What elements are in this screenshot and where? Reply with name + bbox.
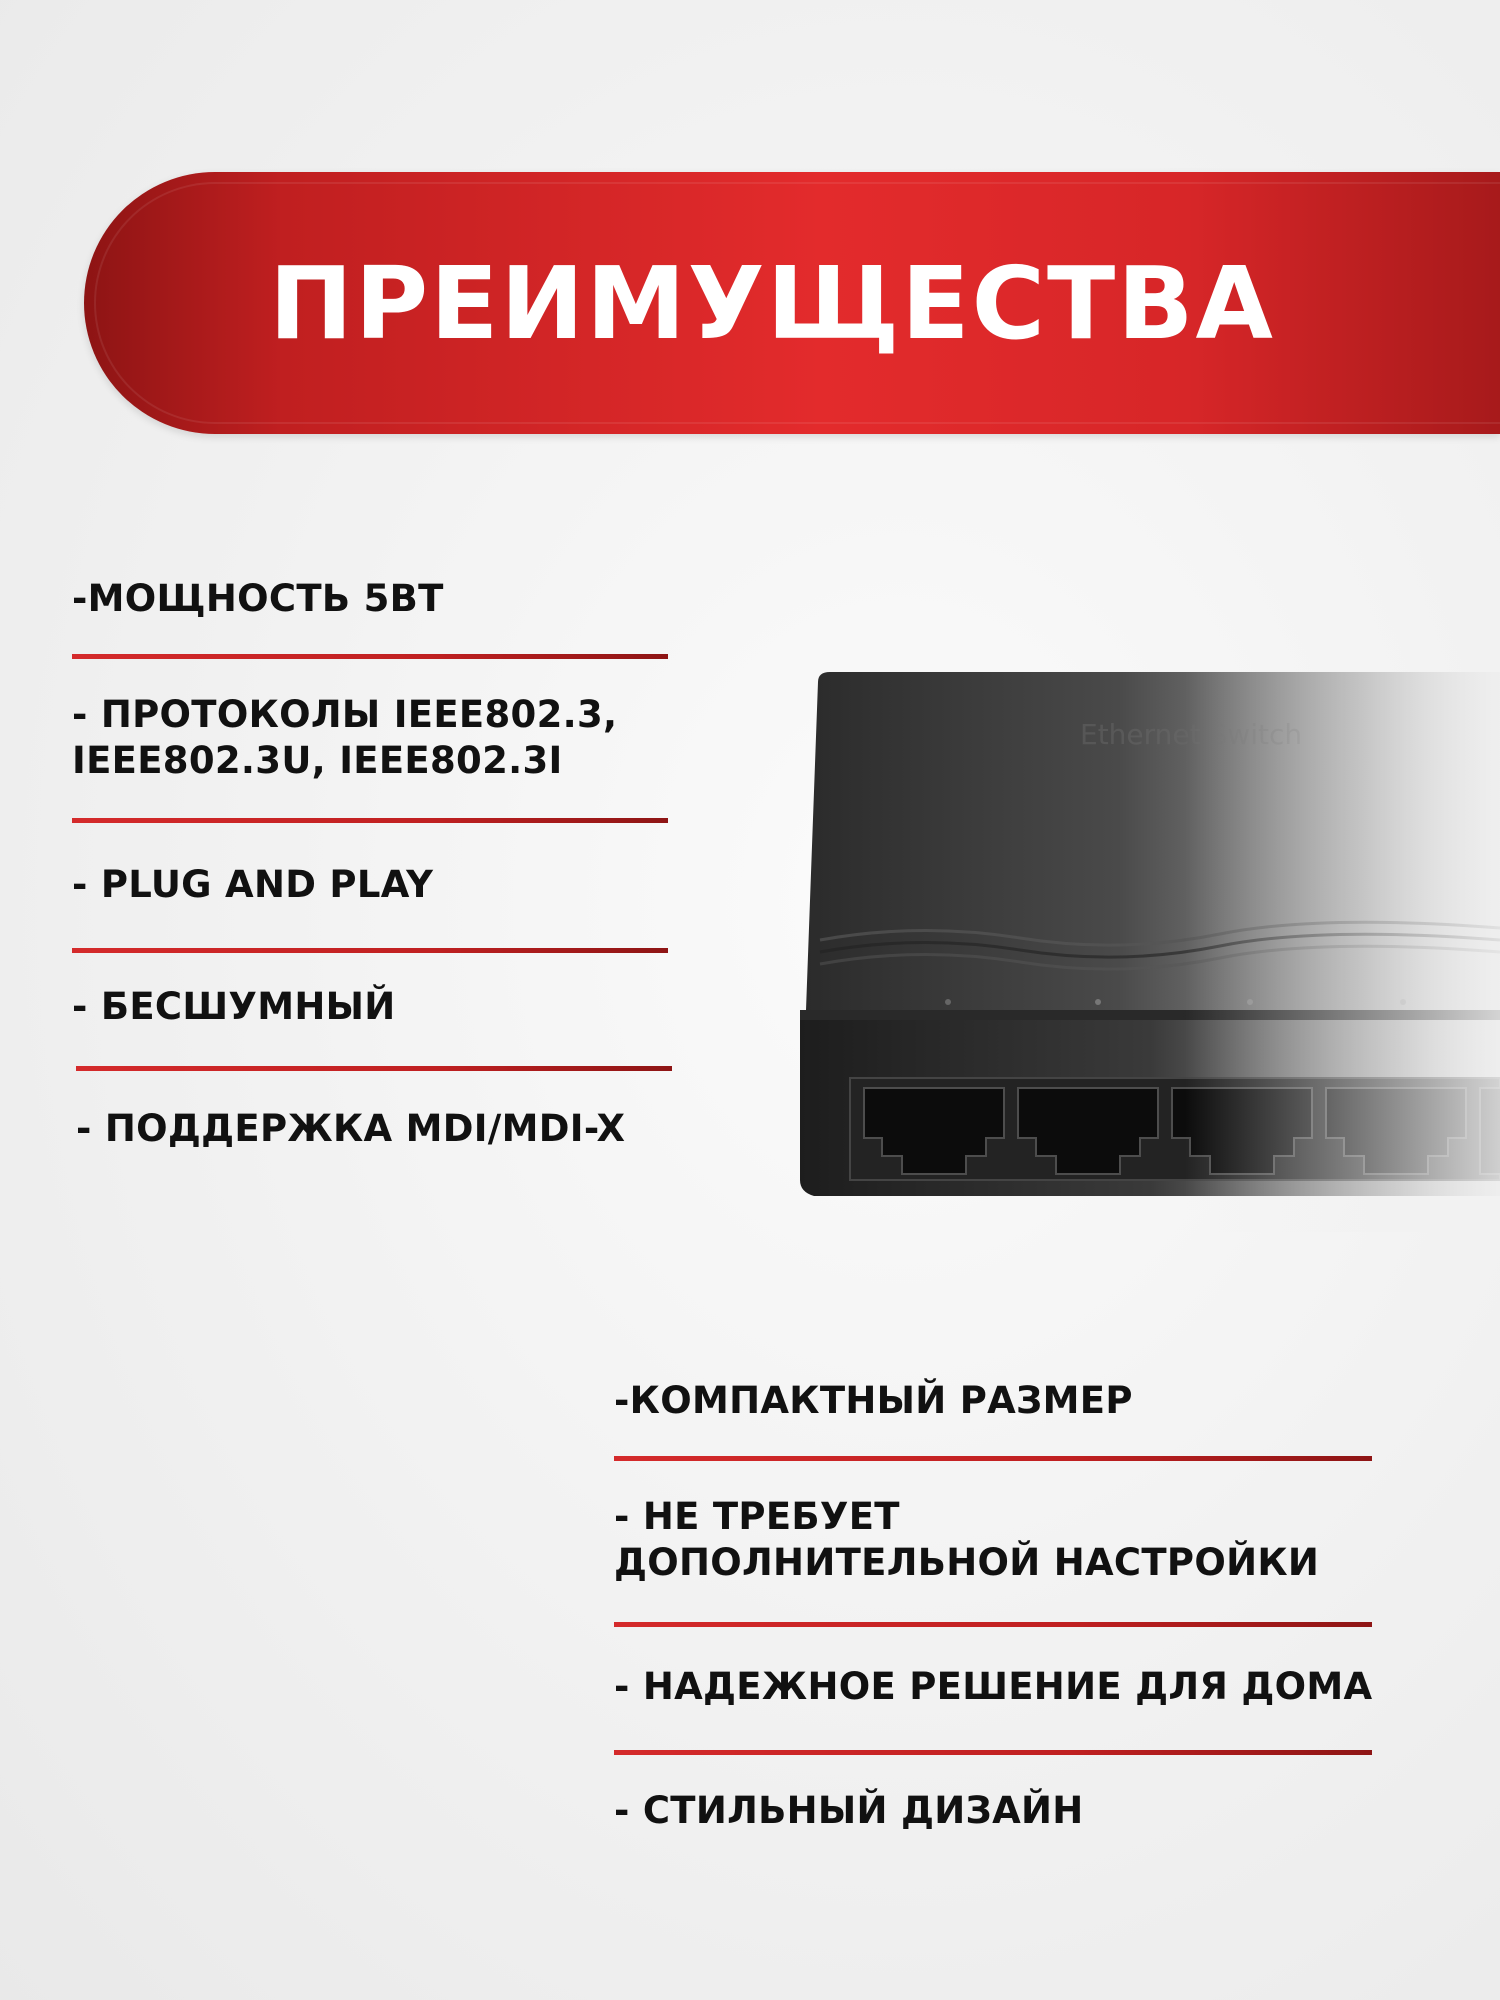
divider [72,948,668,953]
feature-item-no-setup: - НЕ ТРЕБУЕТ ДОПОЛНИТЕЛЬНОЙ НАСТРОЙКИ [614,1495,1320,1584]
feature-item-mdi: - ПОДДЕРЖКА MDI/MDI-X [76,1107,626,1150]
feature-item-power: -МОЩНОСТЬ 5ВТ [72,577,444,620]
divider [614,1750,1372,1755]
feature-item-reliable: - НАДЕЖНОЕ РЕШЕНИЕ ДЛЯ ДОМА [614,1665,1373,1708]
feature-item-compact-size: -КОМПАКТНЫЙ РАЗМЕР [614,1379,1133,1422]
divider [72,818,668,823]
page-title: ПРЕИМУЩЕСТВА [269,244,1275,362]
divider [76,1066,672,1071]
feature-item-plug-and-play: - PLUG AND PLAY [72,863,434,906]
divider [72,654,668,659]
feature-item-stylish-design: - СТИЛЬНЫЙ ДИЗАЙН [614,1789,1084,1832]
divider [614,1456,1372,1461]
feature-list-left [72,0,692,1200]
feature-item-protocols: - ПРОТОКОЛЫ IEEE802.3, IEEE802.3U, IEEE802.3I [72,693,618,782]
feature-list-right [614,0,1494,1900]
feature-item-silent: - БЕСШУМНЫЙ [72,985,396,1028]
divider [614,1622,1372,1627]
